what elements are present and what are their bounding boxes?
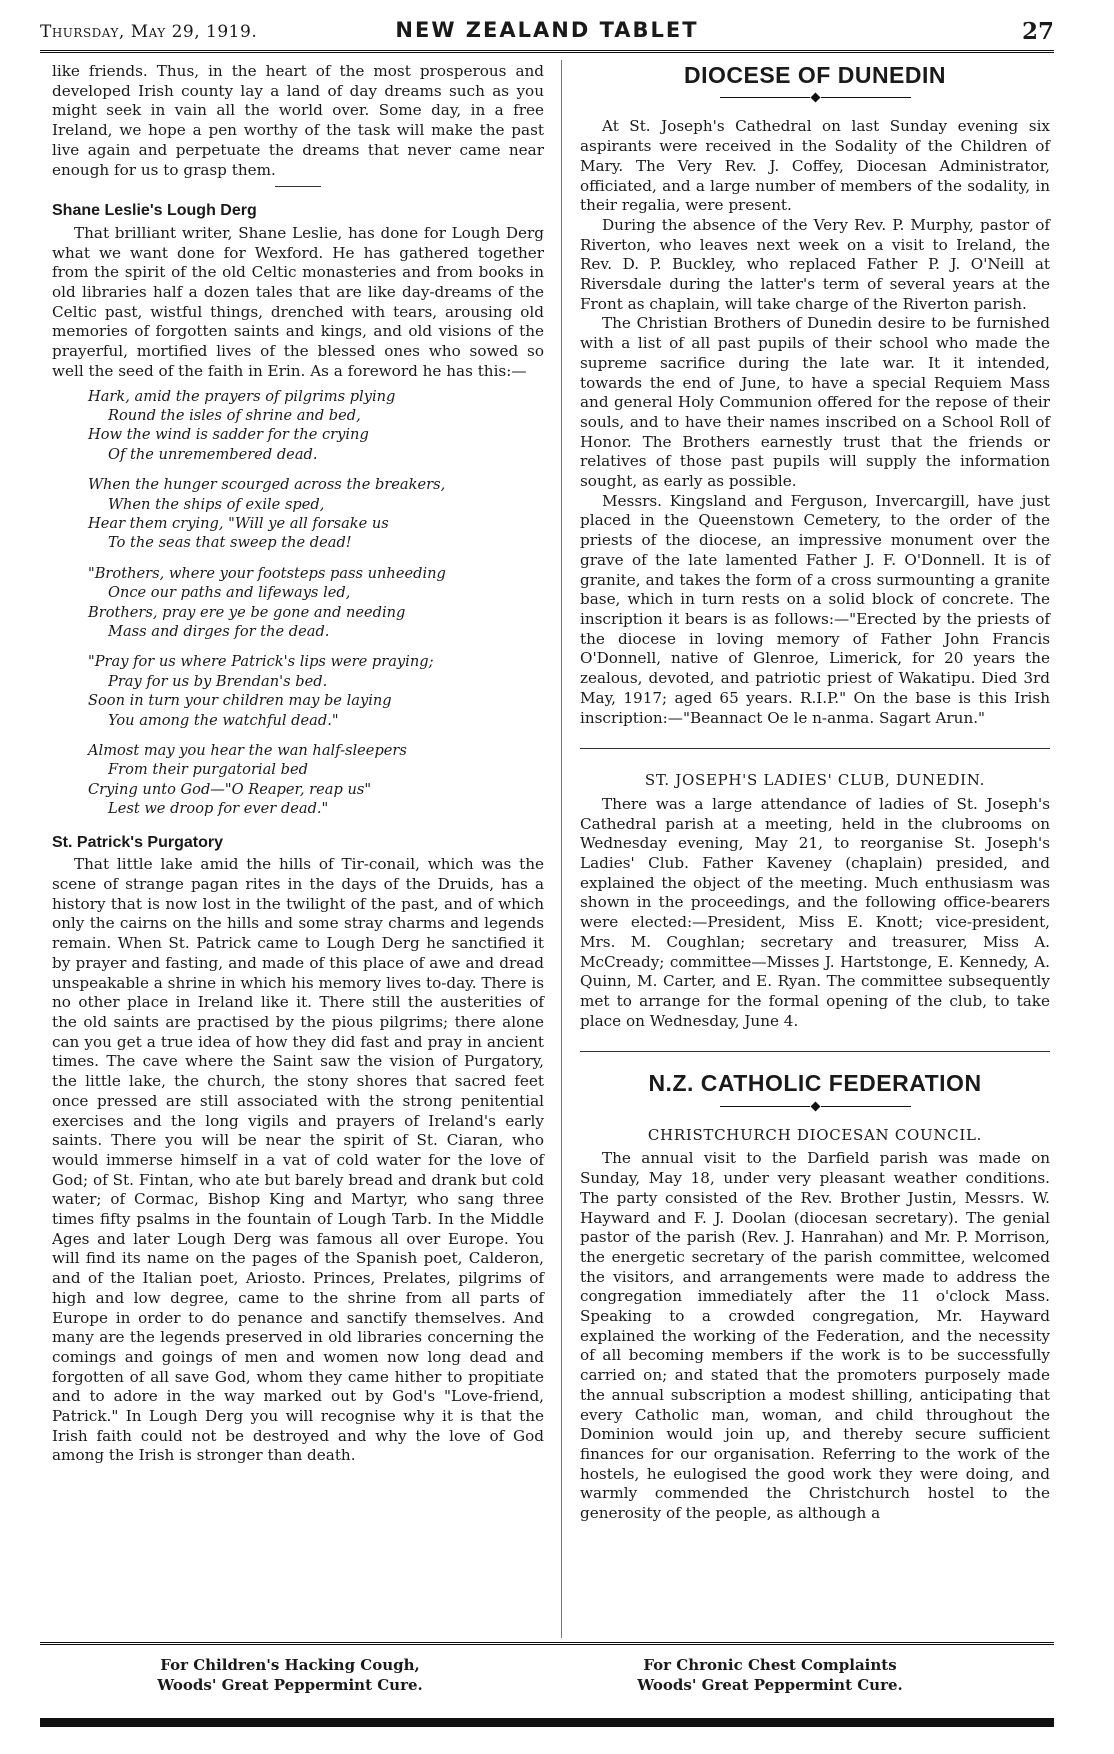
advert-line: Woods' Great Peppermint Cure. <box>157 1676 423 1694</box>
header-rule <box>40 50 1054 53</box>
foreword-poem <box>52 387 544 819</box>
ladies-club-heading: ST. JOSEPH'S LADIES' CLUB, DUNEDIN. <box>644 771 986 790</box>
poem-stanza <box>52 564 544 642</box>
masthead-title: NEW ZEALAND TABLET <box>395 18 699 42</box>
bottom-bar <box>40 1718 1054 1727</box>
diocese-heading: DIOCESE OF DUNEDIN <box>683 62 947 88</box>
poem-line: Mass and dirges for the dead. <box>108 623 330 641</box>
poem-stanza <box>52 652 544 730</box>
poem-line: How the wind is sadder for the crying <box>88 426 369 444</box>
column-divider <box>561 60 562 1638</box>
ladies-club-paragraph: There was a large attendance of ladies of St. Joseph's Cathedral parish at a meeting, held in the clubrooms on Wednesday evening, May 21, to reorganise St. Joseph's Ladies' Club. Father Kaveney (chaplain) presided, and explained the object of the meeting. Much enthusiasm was shown in the proceedings, and the following office-bearers were elected:—President, Miss E. Knott; vice-president, Mrs. M. Coughlan; secretary and treasurer, Miss A. McCready; committee—Misses J. Hartstonge, E. Kennedy, A. Quinn, M. Carter, and E. Ryan. The committee subsequently met to arrange for the formal opening of the club, to take place on Wednesday, June 4. <box>580 794 1050 1030</box>
federation-paragraph: The annual visit to the Darfield parish was made on Sunday, May 18, under very pleasant weather conditions. The party consisted of the Rev. Brother Justin, Messrs. W. Hayward and F. J. Doolan (diocesan secretary). The genial pastor of the parish (Rev. J. Hanrahan) and Mr. P. Morrison, the energetic secretary of the parish committee, welcomed the visitors, and arrangements were made to address the congregation immediately after the 11 o'clock Mass. Speaking to a crowded congregation, Mr. Hayward explained the working of the Federation, and the necessity of all becoming members if the work is to be successfully carried on; and stated that the promoters purposely made the annual subscription a modest shilling, anticipating that every Catholic man, woman, and child throughout the Dominion would join up, and thereby secure sufficient finances for our organisation. Referring to the work of the hostels, he eulogised the good work they were doing, and warmly commended the Christchurch hostel to the generosity of the people, as although a <box>580 1149 1050 1523</box>
advert-line: For Children's Hacking Cough, <box>160 1656 420 1674</box>
advert-line: For Chronic Chest Complaints <box>643 1656 897 1674</box>
left-column <box>52 62 544 1466</box>
right-column <box>580 62 1050 1524</box>
lough-derg-paragraph: That brilliant writer, Shane Leslie, has done for Lough Derg what we want done for Wexford. He has gathered together from the spirit of the old Celtic monasteries and from books in old libraries half a dozen tales that are like day-dreams of the Celtic past, wistful things, drenched with tears, arousing old memories of forgotten saints and kings, and old visions of the prayerful, mortified lives of the blessed ones who sowed so well the seed of the faith in Erin. As a foreword he has this:— <box>52 223 544 380</box>
ornament-rule <box>580 88 1050 108</box>
poem-line: Soon in turn your children may be laying <box>88 692 392 710</box>
section-heading-lough-derg: Shane Leslie's Lough Derg <box>52 202 257 220</box>
section-rule <box>580 748 1050 749</box>
section-rule <box>275 186 321 187</box>
advert-line: Woods' Great Peppermint Cure. <box>637 1676 903 1694</box>
dunedin-paragraph: The Christian Brothers of Dunedin desire to be furnished with a list of all past pupils of their school who made the supreme sacrifice during the late war. It it intended, towards the end of June, to have a special Requiem Mass and general Holy Communion offered for the repose of their souls, and to have their names inscribed on a School Roll of Honor. The Brothers earnestly trust that the friends or relatives of those past pupils will supply the information sought, as early as possible. <box>580 314 1050 491</box>
purgatory-paragraph: That little lake amid the hills of Tir-conail, which was the scene of strange pagan rites in the days of the Druids, has a history that is now lost in the twilight of the past, and of which only the cairns on the hills and some stray charms and legends remain. When St. Patrick came to Lough Derg he sanctified it by prayer and fasting, and made of this place of awe and dread unspeakable a shrine in which his memory lives to-day. There is no other place in Ireland like it. There still the austerities of the old saints are practised by the pious pilgrims; there alone can you get a true idea of how they did fast and pray in ancient times. The cave where the Saint saw the vision of Purgatory, the little lake, the church, the stony shores that sacred feet once pressed are still associated with the strong penitential exercises and the long vigils and prayers of Ireland's early saints. There you will be near the spirit of St. Ciaran, who would immerse himself in a vat of cold water for the love of God; of St. Fintan, who ate but barely bread and drank but cold water; of Cormac, Bishop King and Martyr, who sang three times fifty psalms in the fountain of Lough Tarb. In the Middle Ages and later Lough Derg was famous all over Europe. You will find its name on the pages of the Spanish poet, Calderon, and of the Italian poet, Ariosto. Princes, Prelates, pilgrims of high and low degree, came to the shrine from all parts of Europe in order to do penance and sanctify themselves. And many are the legends preserved in old libraries concerning the comings and goings of men and women now long dead and forgotten of all save God, whom they came hither to propitiate and to adore in the way marked out by God's "Love-friend, Patrick." In Lough Derg you will recognise why it is that the Irish faith could not be destroyed and why the love of God among the Irish is stronger than death. <box>52 855 544 1465</box>
poem-line: Lest we droop for ever dead." <box>108 800 329 818</box>
poem-line: Brothers, pray ere ye be gone and needing <box>88 603 406 621</box>
poem-line: "Pray for us where Patrick's lips were praying; <box>88 653 434 671</box>
ornament-rule <box>580 1096 1050 1116</box>
advert-right <box>620 1655 920 1695</box>
page-header <box>40 18 1054 48</box>
dunedin-paragraph: At St. Joseph's Cathedral on last Sunday evening six aspirants were received in the Sodality of the Children of Mary. The Very Rev. J. Coffey, Diocesan Administrator, officiated, and a large number of members of the sodality, in their regalia, were present. <box>580 117 1050 215</box>
poem-line: Almost may you hear the wan half-sleepers <box>88 742 407 760</box>
federation-heading: N.Z. CATHOLIC FEDERATION <box>648 1070 982 1097</box>
footer-rule <box>40 1642 1054 1645</box>
poem-line: To the seas that sweep the dead! <box>108 534 352 552</box>
poem-stanza <box>52 741 544 819</box>
poem-line: You among the watchful dead." <box>108 711 339 729</box>
poem-line: Once our paths and lifeways led, <box>108 584 351 602</box>
dunedin-paragraph: Messrs. Kingsland and Ferguson, Invercargill, have just placed in the Queenstown Cemetery, to the order of the priests of the diocese, an impressive monument over the grave of the late lamented Father J. F. O'Donnell. It is of granite, and takes the form of a cross surmounting a granite base, which in turn rests on a solid block of concrete. The inscription it bears is as follows:—"Erected by the priests of the diocese in loving memory of Father John Francis O'Donnell, native of Glenroe, Limerick, for 20 years the zealous, devoted, and patriotic priest of Wakatipu. Died 3rd May, 1917; aged 65 years. R.I.P." On the base is this Irish inscription:—"Beannact Oe le n-anma. Sagart Arun." <box>580 491 1050 727</box>
section-heading-purgatory: St. Patrick's Purgatory <box>52 833 223 851</box>
poem-line: Pray for us by Brendan's bed. <box>108 672 328 690</box>
federation-subheading: CHRISTCHURCH DIOCESAN COUNCIL. <box>647 1125 983 1144</box>
poem-stanza <box>52 387 544 465</box>
intro-paragraph: like friends. Thus, in the heart of the most prosperous and developed Irish county lay a land of day dreams such as you might seek in vain all the world over. Some day, in a free Ireland, we hope a pen worthy of the task will make the past live again and perpetuate the dreams that never came near enough for us to grasp them. <box>52 62 544 179</box>
advert-left <box>140 1655 440 1695</box>
poem-line: When the ships of exile sped, <box>108 495 325 513</box>
issue-date: Thursday, May 29, 1919. <box>40 22 258 42</box>
poem-line: Round the isles of shrine and bed, <box>108 406 361 424</box>
section-rule <box>580 1051 1050 1052</box>
poem-line: Hark, amid the prayers of pilgrims plying <box>88 387 396 405</box>
poem-stanza <box>52 475 544 553</box>
poem-line: From their purgatorial bed <box>108 761 308 779</box>
poem-line: "Brothers, where your footsteps pass unheeding <box>88 564 446 582</box>
page-number: 27 <box>1021 18 1054 45</box>
poem-line: Crying unto God—"O Reaper, reap us" <box>88 780 372 798</box>
poem-line: When the hunger scourged across the breakers, <box>88 476 446 494</box>
poem-line: Hear them crying, "Will ye all forsake us <box>88 514 389 532</box>
dunedin-paragraph: During the absence of the Very Rev. P. Murphy, pastor of Riverton, who leaves next week on a visit to Ireland, the Rev. D. P. Buckley, who replaced Father P. J. O'Neill at Riversdale during the latter's term of several years at the Front as chaplain, will take charge of the Riverton parish. <box>580 215 1050 313</box>
poem-line: Of the unremembered dead. <box>108 445 318 463</box>
